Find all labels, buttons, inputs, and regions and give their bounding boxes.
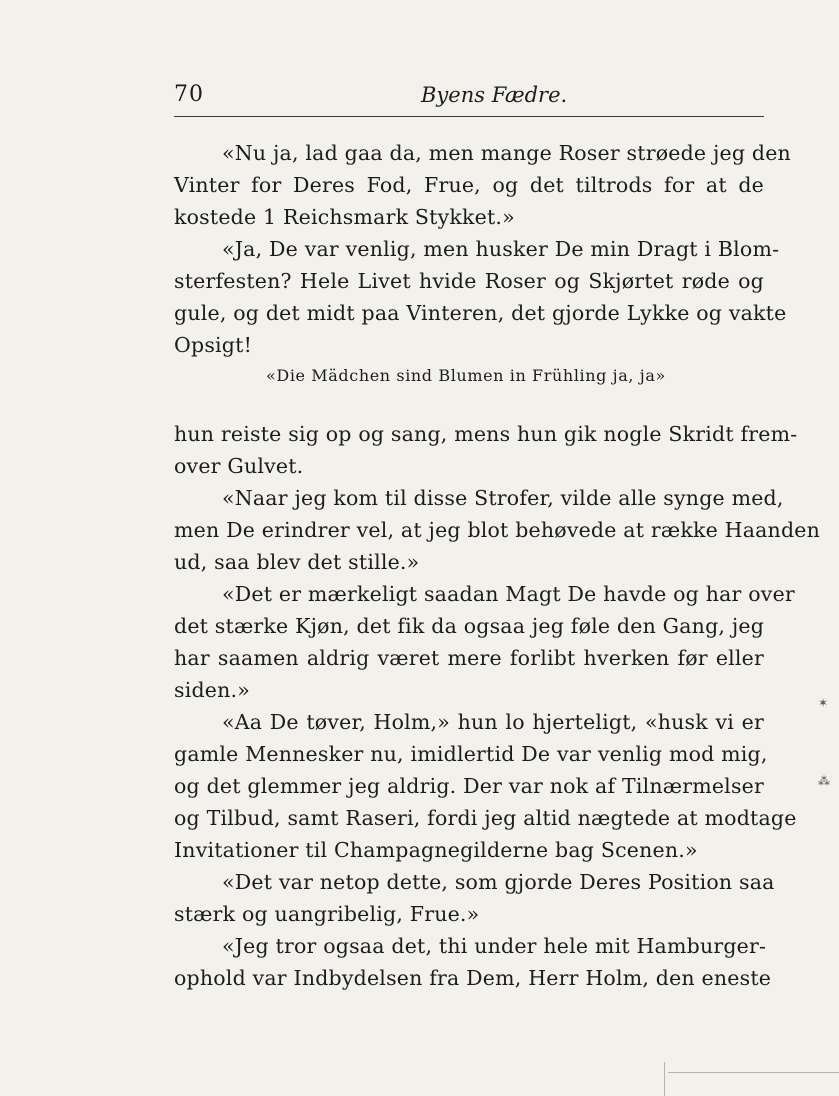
text-line: «Nu ja, lad gaa da, men mange Roser strøede jeg den [222,141,791,165]
text-line: Vinter for Deres Fod, Frue, og det tiltrods for at de [174,173,764,197]
margin-speck: ✶ [818,696,829,710]
text-line: «Naar jeg kom til disse Strofer, vilde alle synge med, [222,486,784,510]
text-line: hun reiste sig op og sang, mens hun gik nogle Skridt frem- [174,422,798,446]
text-line: det stærke Kjøn, det fik da ogsaa jeg føle den Gang, jeg [174,614,765,638]
text-line: Opsigt! [174,333,253,357]
text-line: kostede 1 Reichsmark Stykket.» [174,205,515,229]
text-line: «Det var netop dette, som gjorde Deres Position saa [222,870,775,894]
page-edge-line [668,1072,839,1073]
text-line: over Gulvet. [174,454,304,478]
text-line: gule, og det midt paa Vinteren, det gjorde Lykke og vakte [174,301,787,325]
text-line: «Jeg tror ogsaa det, thi under hele mit Hamburger- [222,934,767,958]
text-line: Invitationer til Champagnegilderne bag Scenen.» [174,838,698,862]
text-line: men De erindrer vel, at jeg blot behøvede at række Haanden [174,518,821,542]
text-line: ophold var Indbydelsen fra Dem, Herr Holm, den eneste [174,966,772,990]
text-line: stærk og uangribelig, Frue.» [174,902,480,926]
text-line: og Tilbud, samt Raseri, fordi jeg altid nægtede at modtage [174,806,797,830]
text-line: «Det er mærkeligt saadan Magt De havde og har over [222,582,795,606]
page-header [174,82,764,116]
page-edge-line [664,1062,665,1096]
header-rule [174,116,764,117]
page-number: 70 [174,82,204,107]
text-line: har saamen aldrig været mere forlibt hverken før eller [174,646,764,670]
running-title: Byens Fædre. [421,83,568,107]
text-line: ud, saa blev det stille.» [174,550,420,574]
text-line: og det glemmer jeg aldrig. Der var nok af Tilnærmelser [174,774,764,798]
text-line: siden.» [174,678,250,702]
text-line: «Aa De tøver, Holm,» hun lo hjerteligt, «husk vi er [222,710,764,734]
margin-speck: ⁂ [818,774,830,788]
text-line: gamle Mennesker nu, imidlertid De var venlig mod mig, [174,742,768,766]
song-quote: «Die Mädchen sind Blumen in Frühling ja, ja» [266,366,666,385]
text-line: sterfesten? Hele Livet hvide Roser og Skjørtet røde og [174,269,764,293]
text-line: «Ja, De var venlig, men husker De min Dragt i Blom- [222,237,780,261]
